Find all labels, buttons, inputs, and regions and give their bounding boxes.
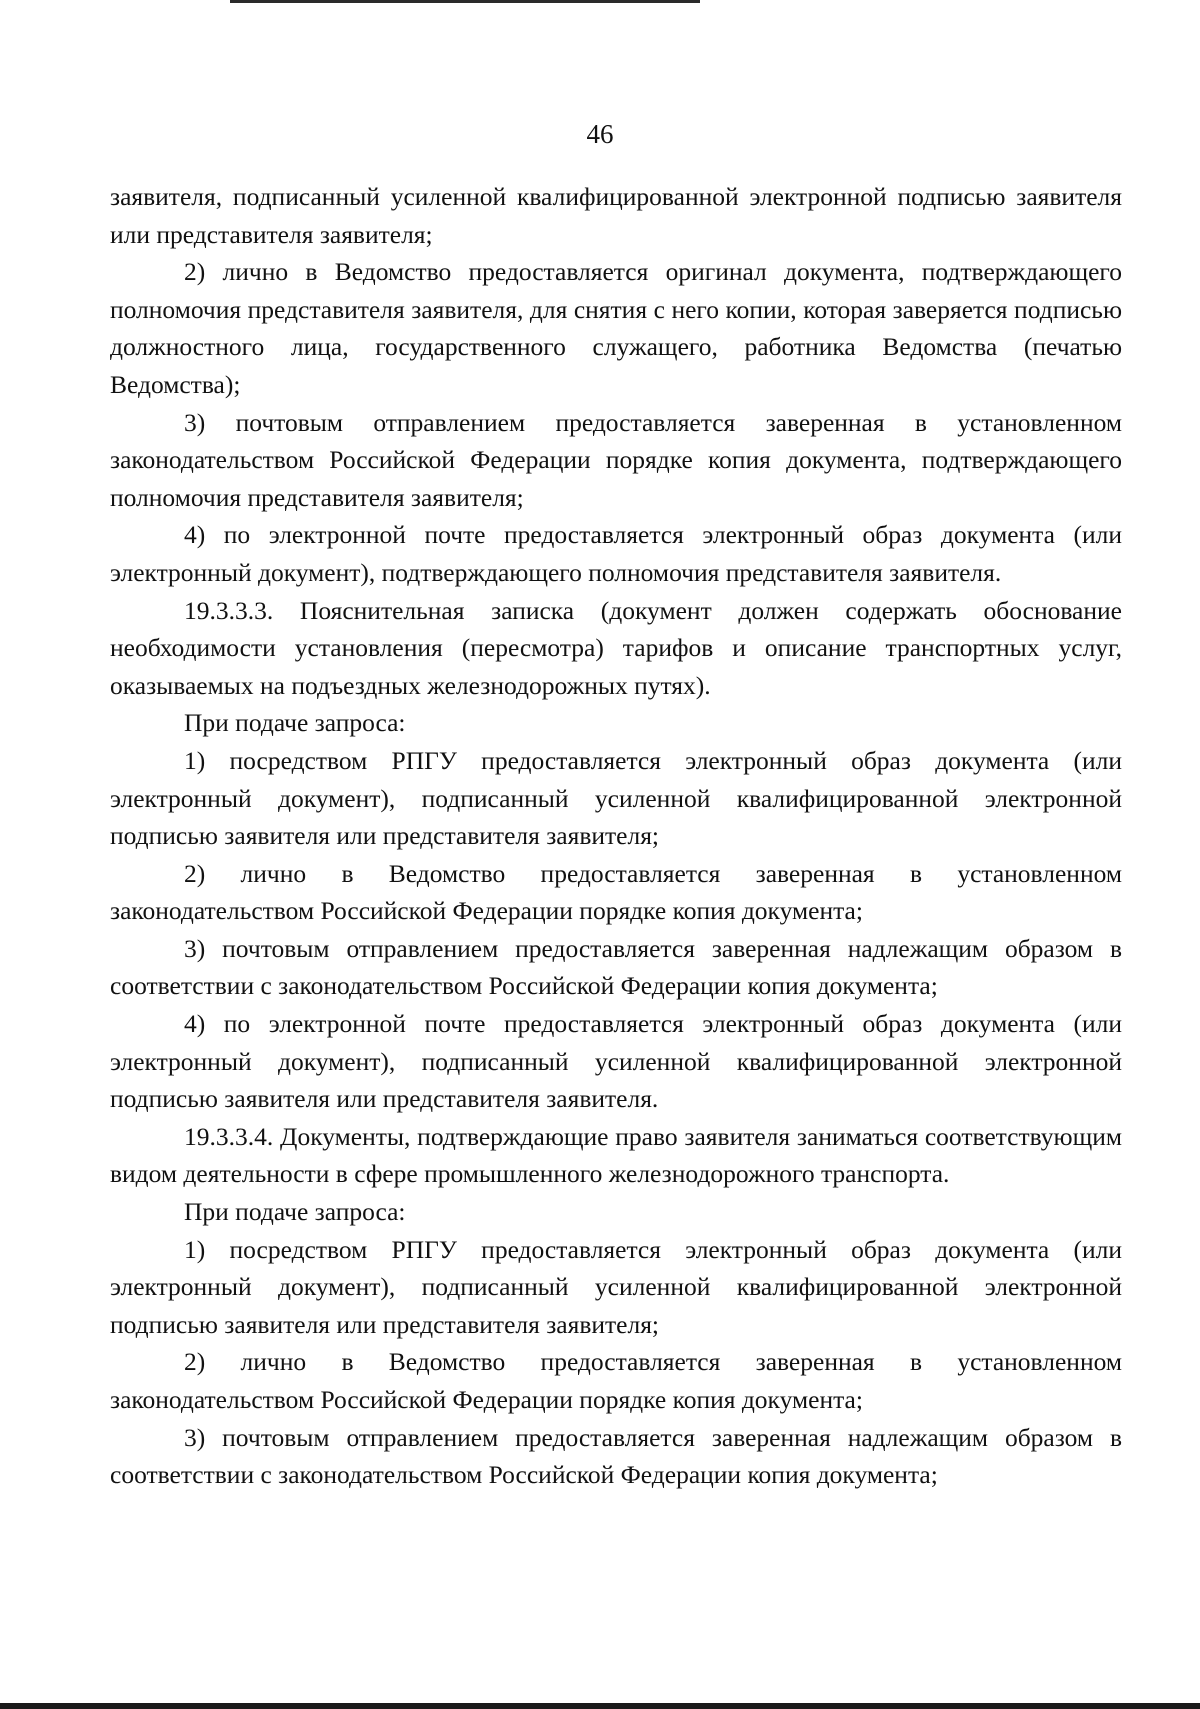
paragraph-item: 2) лично в Ведомство предоставляется оригинал документа, подтверждающего полномочия представителя заявителя, для снятия с него копии, которая заверяется подписью должностного лица, государственного служащего, работника Ведомства (печатью Ведомства);	[110, 257, 1122, 399]
paragraph-item: 4) по электронной почте предоставляется электронный образ документа (или электронный документ), подтверждающего полномочия представителя заявителя.	[110, 520, 1122, 587]
paragraph-item: 2) лично в Ведомство предоставляется заверенная в установленном законодательством Российской Федерации порядке копия документа;	[110, 1347, 1122, 1414]
section-heading-19-3-3-3: 19.3.3.3. Пояснительная записка (документ должен содержать обоснование необходимости установления (пересмотра) тарифов и описание транспортных услуг, оказываемых на подъездных железнодорожных путях).	[110, 595, 1122, 700]
scan-edge-bottom	[0, 1703, 1200, 1709]
paragraph-item: 2) лично в Ведомство предоставляется заверенная в установленном законодательством Российской Федерации порядке копия документа;	[110, 858, 1122, 926]
paragraph-continuation: заявителя, подписанный усиленной квалифицированной электронной подписью заявителя или представителя заявителя;	[110, 182, 1122, 249]
paragraph-item: 1) посредством РПГУ предоставляется электронный образ документа (или электронный документ), подписанный усиленной квалифицированной электронной подписью заявителя или представителя заявителя;	[110, 745, 1122, 851]
paragraph-intro: При подаче запроса:	[184, 1197, 406, 1227]
paragraph-item: 3) почтовым отправлением предоставляется заверенная надлежащим образом в соответствии с законодательством Российской Федерации копия документа;	[110, 933, 1122, 1001]
section-heading-19-3-3-4: 19.3.3.4. Документы, подтверждающие право заявителя заниматься соответствующим видом деятельности в сфере промышленного железнодорожного транспорта.	[110, 1121, 1122, 1189]
scan-edge-top	[230, 0, 700, 3]
paragraph-item: 3) почтовым отправлением предоставляется заверенная в установленном законодательством Российской Федерации порядке копия документа, подтверждающего полномочия представителя заявителя;	[110, 407, 1122, 512]
document-body	[110, 178, 1122, 1494]
page-number: 46	[586, 119, 614, 149]
paragraph-item: 1) посредством РПГУ предоставляется электронный образ документа (или электронный документ), подписанный усиленной квалифицированной электронной подписью заявителя или представителя заявителя;	[110, 1234, 1122, 1339]
paragraph-item: 4) по электронной почте предоставляется электронный образ документа (или электронный документ), подписанный усиленной квалифицированной электронной подписью заявителя или представителя заявителя.	[110, 1009, 1122, 1114]
paragraph-item: 3) почтовым отправлением предоставляется заверенная надлежащим образом в соответствии с законодательством Российской Федерации копия документа;	[110, 1422, 1122, 1490]
paragraph-intro: При подаче запроса:	[184, 708, 406, 738]
